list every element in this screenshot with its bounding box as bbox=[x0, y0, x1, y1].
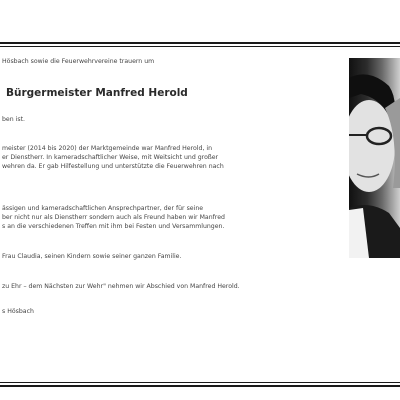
portrait-photo bbox=[349, 58, 400, 258]
date-line: ben ist. bbox=[2, 116, 25, 123]
paragraph-1-line: er Dienstherr. In kameradschaftlicher Weise, mit Weitsicht und großer bbox=[2, 154, 219, 161]
intro-line: Hösbach sowie die Feuerwehrvereine trauern um bbox=[2, 58, 155, 65]
notice-text-column bbox=[0, 52, 338, 382]
paragraph-2-line: ber nicht nur als Dienstherr sondern auch als Freund haben wir Manfred bbox=[2, 214, 225, 221]
rule-bottom-thin bbox=[0, 382, 400, 383]
paragraph-2-line: s an die verschiedenen Treffen mit ihm bei Festen und Versammlungen. bbox=[2, 223, 225, 230]
paragraph-4: zu Ehr – dem Nächsten zur Wehr" nehmen wir Abschied von Manfred Herold. bbox=[2, 283, 240, 290]
paragraph-2 bbox=[2, 204, 225, 231]
paragraph-1-line: meister (2014 bis 2020) der Marktgemeinde war Manfred Herold, in bbox=[2, 145, 213, 152]
rule-top-thin bbox=[0, 46, 400, 47]
paragraph-3: Frau Claudia, seinen Kindern sowie seiner ganzen Familie. bbox=[2, 253, 182, 260]
notice-headline: Bürgermeister Manfred Herold bbox=[6, 87, 188, 99]
rule-bottom-thick bbox=[0, 385, 400, 387]
paragraph-2-line: ässigen und kameradschaftlichen Ansprechpartner, der für seine bbox=[2, 205, 204, 212]
rule-top-thick bbox=[0, 42, 400, 44]
signature: s Hösbach bbox=[2, 308, 34, 315]
paragraph-1 bbox=[2, 144, 224, 171]
paragraph-1-line: wehren da. Er gab Hilfestellung und unterstützte die Feuerwehren nach bbox=[2, 163, 224, 170]
